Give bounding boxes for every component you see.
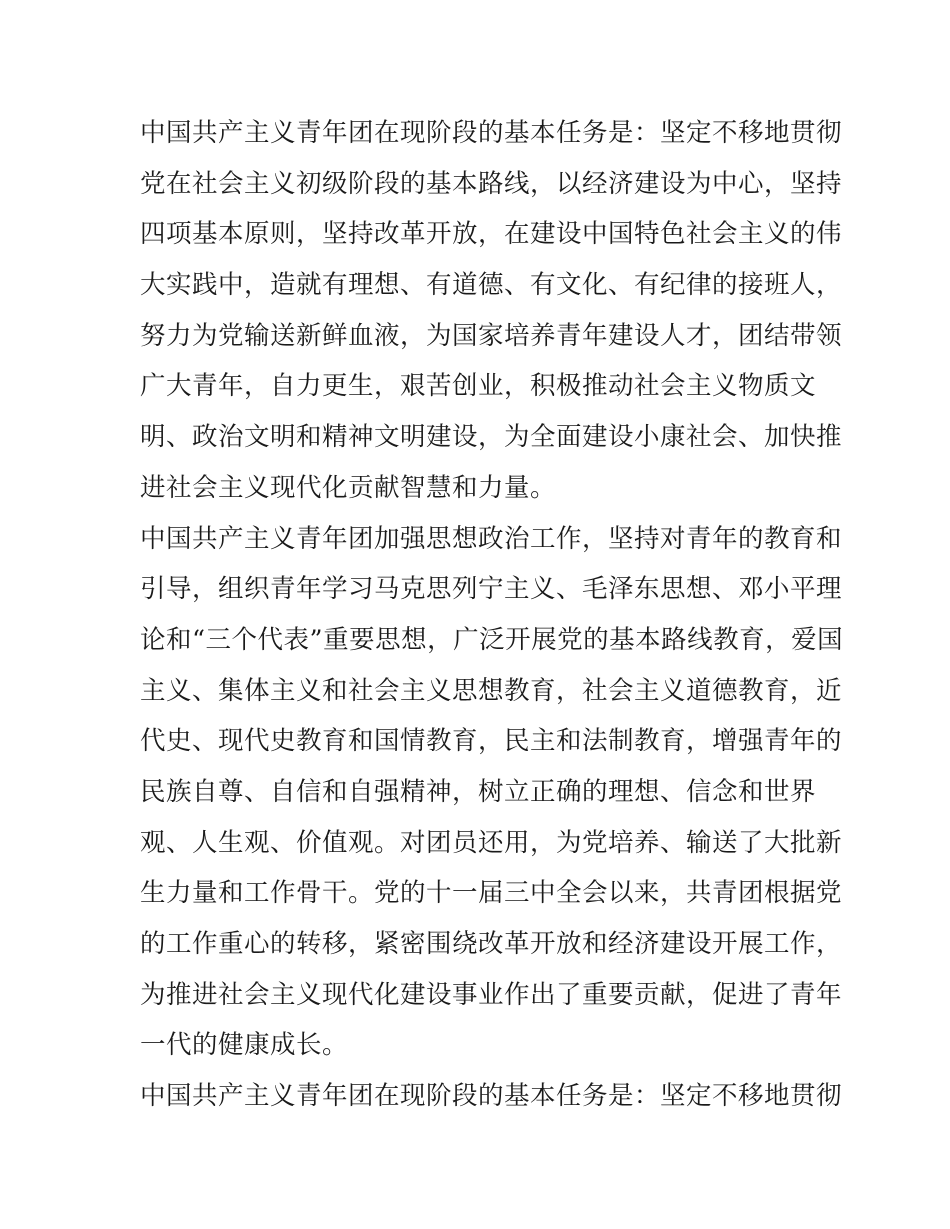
text-line: 努力为党输送新鲜血液，为国家培养青年建设人才，团结带领 bbox=[140, 320, 843, 351]
text-line: 党在社会主义初级阶段的基本路线，以经济建设为中心，坚持 bbox=[140, 168, 843, 199]
text-line: 大实践中，造就有理想、有道德、有文化、有纪律的接班人， bbox=[140, 270, 843, 301]
text-line: 中国共产主义青年团加强思想政治工作，坚持对青年的教育和 bbox=[140, 523, 843, 554]
text-line: 引导，组织青年学习马克思列宁主义、毛泽东思想、邓小平理 bbox=[140, 574, 843, 605]
text-line: 为推进社会主义现代化建设事业作出了重要贡献，促进了青年 bbox=[140, 979, 843, 1010]
text-line: 明、政治文明和精神文明建设，为全面建设小康社会、加快推 bbox=[140, 422, 843, 453]
text-line: 一代的健康成长。 bbox=[140, 1030, 349, 1061]
text-line: 主义、集体主义和社会主义思想教育，社会主义道德教育，近 bbox=[140, 675, 843, 706]
text-line: 论和“三个代表”重要思想，广泛开展党的基本路线教育，爱国 bbox=[140, 624, 844, 655]
text-line: 四项基本原则，坚持改革开放，在建设中国特色社会主义的伟 bbox=[140, 219, 843, 250]
text-line: 观、人生观、价值观。对团员还用，为党培养、输送了大批新 bbox=[140, 827, 843, 858]
text-line: 进社会主义现代化贡献智慧和力量。 bbox=[140, 472, 557, 503]
text-line: 广大青年，自力更生，艰苦创业，积极推动社会主义物质文 bbox=[140, 371, 817, 402]
text-line: 的工作重心的转移，紧密围绕改革开放和经济建设开展工作， bbox=[140, 929, 843, 959]
text-line: 中国共产主义青年团在现阶段的基本任务是：坚定不移地贯彻 bbox=[140, 1081, 843, 1112]
text-line: 代史、现代史教育和国情教育，民主和法制教育，增强青年的 bbox=[140, 726, 843, 757]
text-line: 中国共产主义青年团在现阶段的基本任务是：坚定不移地贯彻 bbox=[140, 118, 843, 148]
paragraph-3 bbox=[140, 1071, 843, 1122]
paragraph-1 bbox=[140, 108, 843, 514]
text-line: 生力量和工作骨干。党的十一届三中全会以来，共青团根据党 bbox=[140, 878, 843, 909]
text-line: 民族自尊、自信和自强精神，树立正确的理想、信念和世界 bbox=[140, 776, 817, 807]
paragraph-2 bbox=[140, 514, 844, 1072]
document-body bbox=[140, 108, 844, 1122]
